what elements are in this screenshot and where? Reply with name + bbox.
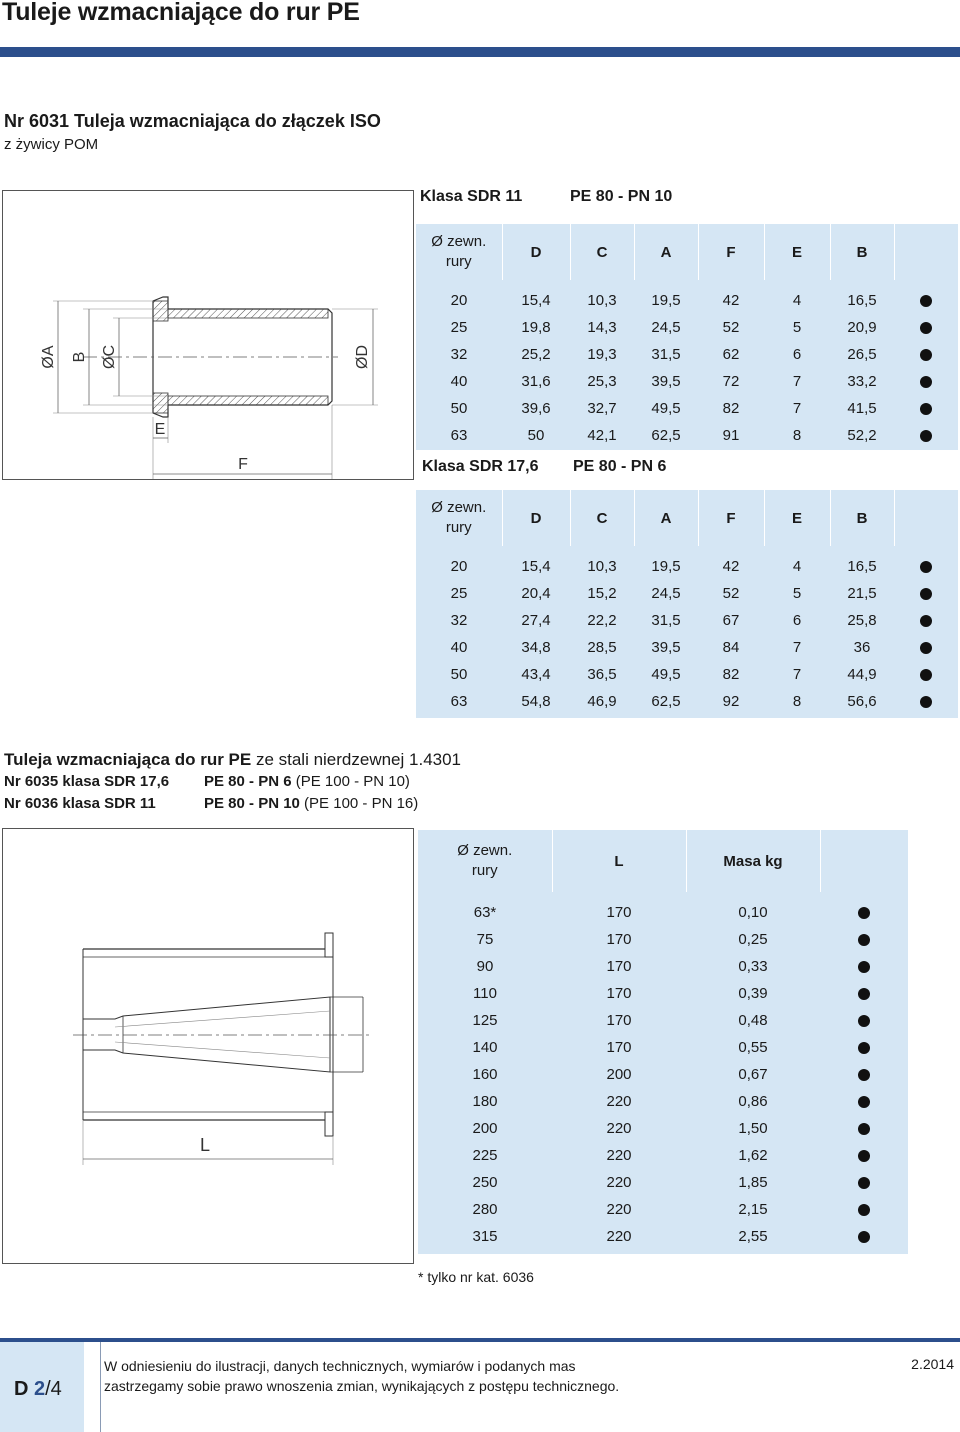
page-title: Tuleje wzmacniające do rur PE (2, 0, 360, 26)
dim-label-a: ØA (40, 345, 57, 369)
sdr176-cell: 15,4 (521, 558, 551, 575)
steel-cell: 0,55 (738, 1039, 768, 1056)
sdr11-cell: 39,6 (521, 400, 551, 417)
sdr176-cell: 7 (792, 666, 802, 683)
page-number-box (0, 1342, 84, 1432)
steel-header-l: L (552, 830, 686, 892)
sdr176-class-label: Klasa SDR 17,6 (422, 458, 539, 475)
steel-row (418, 926, 908, 953)
sdr176-cell: 25 (450, 585, 468, 602)
sdr11-availability-cell (894, 341, 958, 368)
sdr176-header-c: C (570, 490, 634, 546)
sdr176-cell: 20,4 (521, 585, 551, 602)
steel-availability-cell (820, 1034, 908, 1061)
sdr11-cell: 42 (722, 292, 740, 309)
sdr176-cell: 34,8 (521, 639, 551, 656)
sdr11-cell: 32,7 (587, 400, 617, 417)
availability-dot-icon (858, 1177, 870, 1189)
steel-cell: 170 (606, 958, 632, 975)
sdr11-row (416, 395, 958, 422)
footer-disclaimer (104, 1356, 619, 1396)
availability-dot-icon (858, 1069, 870, 1081)
sdr11-cell: 33,2 (847, 373, 877, 390)
sdr11-body (416, 287, 958, 449)
sdr176-row (416, 688, 958, 715)
section2-line1-pn: PE 80 - PN 6 (PE 100 - PN 10) (204, 773, 410, 790)
sdr11-cell: 41,5 (847, 400, 877, 417)
section1-title: Nr 6031 Tuleja wzmacniająca do złączek ISO (4, 111, 381, 131)
sdr11-cell: 50 (450, 400, 468, 417)
title-rule (0, 47, 960, 57)
steel-cell: 220 (606, 1093, 632, 1110)
sdr11-row (416, 368, 958, 395)
sdr176-availability-cell (894, 580, 958, 607)
footer-separator (100, 1342, 101, 1432)
sdr11-header-od: Ø zewn. rury (431, 233, 487, 270)
sdr176-header-e: E (764, 490, 830, 546)
steel-cell: 200 (606, 1066, 632, 1083)
sdr11-cell: 8 (792, 427, 802, 444)
sdr176-cell: 32 (450, 612, 468, 629)
sdr11-row (416, 422, 958, 449)
footnote: * tylko nr kat. 6036 (418, 1269, 534, 1285)
availability-dot-icon (858, 961, 870, 973)
sdr176-header-f: F (698, 490, 764, 546)
sdr176-header-a: A (634, 490, 698, 546)
sdr11-cell: 16,5 (847, 292, 877, 309)
sdr11-cell: 39,5 (651, 373, 681, 390)
sdr176-cell: 8 (792, 693, 802, 710)
availability-dot-icon (920, 376, 932, 388)
footer-line-1: W odniesieniu do ilustracji, danych technicznych, wymiarów i podanych mas (104, 1358, 576, 1374)
steel-header-availability (820, 830, 908, 892)
sleeve-pom-svg (3, 191, 413, 479)
steel-cell: 0,33 (738, 958, 768, 975)
sdr176-cell: 36 (853, 639, 871, 656)
sdr11-cell: 24,5 (651, 319, 681, 336)
steel-cell: 315 (472, 1228, 498, 1245)
sdr11-header-f: F (698, 224, 764, 280)
sdr11-cell: 6 (792, 346, 802, 363)
sdr11-cell: 72 (722, 373, 740, 390)
sdr11-cell: 31,6 (521, 373, 551, 390)
steel-cell: 160 (472, 1066, 498, 1083)
sdr11-cell: 32 (450, 346, 468, 363)
sdr176-availability-cell (894, 688, 958, 715)
sdr11-cell: 15,4 (521, 292, 551, 309)
availability-dot-icon (920, 561, 932, 573)
steel-cell: 170 (606, 1039, 632, 1056)
steel-row (418, 1142, 908, 1169)
steel-availability-cell (820, 1169, 908, 1196)
section1-subtitle: z żywicy POM (4, 136, 99, 153)
sdr176-cell: 20 (450, 558, 468, 575)
sdr176-cell: 19,5 (651, 558, 681, 575)
steel-cell: 1,50 (738, 1120, 768, 1137)
sdr176-cell: 44,9 (847, 666, 877, 683)
availability-dot-icon (858, 1096, 870, 1108)
steel-header-row (418, 830, 908, 892)
sdr11-cell: 7 (792, 400, 802, 417)
sdr11-cell: 62,5 (651, 427, 681, 444)
sdr176-cell: 25,8 (847, 612, 877, 629)
steel-cell: 1,85 (738, 1174, 768, 1191)
steel-cell: 220 (606, 1174, 632, 1191)
sdr176-body (416, 553, 958, 715)
sdr176-cell: 49,5 (651, 666, 681, 683)
steel-cell: 220 (606, 1120, 632, 1137)
availability-dot-icon (858, 988, 870, 1000)
steel-header-mass: Masa kg (686, 830, 820, 892)
availability-dot-icon (920, 322, 932, 334)
sdr11-cell: 20 (450, 292, 468, 309)
sdr11-cell: 10,3 (587, 292, 617, 309)
availability-dot-icon (858, 907, 870, 919)
steel-cell: 0,86 (738, 1093, 768, 1110)
steel-row (418, 899, 908, 926)
steel-availability-cell (820, 1061, 908, 1088)
sdr11-cell: 5 (792, 319, 802, 336)
availability-dot-icon (920, 588, 932, 600)
availability-dot-icon (858, 1123, 870, 1135)
steel-row (418, 1088, 908, 1115)
sdr11-cell: 19,8 (521, 319, 551, 336)
sdr11-header-e: E (764, 224, 830, 280)
availability-dot-icon (920, 430, 932, 442)
steel-availability-cell (820, 899, 908, 926)
sdr11-header-availability (894, 224, 958, 280)
steel-cell: 0,10 (738, 904, 768, 921)
sdr11-header-row (416, 224, 958, 280)
availability-dot-icon (858, 1015, 870, 1027)
steel-availability-cell (820, 1142, 908, 1169)
dim-label-e: E (154, 421, 166, 438)
sdr176-row (416, 661, 958, 688)
dim-label-b: B (71, 351, 88, 363)
sdr176-header-availability (894, 490, 958, 546)
steel-row (418, 1007, 908, 1034)
sdr176-row (416, 607, 958, 634)
sdr176-cell: 50 (450, 666, 468, 683)
sdr176-header-row (416, 490, 958, 546)
sdr176-availability-cell (894, 607, 958, 634)
steel-row (418, 1034, 908, 1061)
sdr11-table (416, 224, 958, 449)
availability-dot-icon (858, 934, 870, 946)
sdr11-cell: 52,2 (847, 427, 877, 444)
footer-rule (0, 1338, 960, 1342)
steel-cell: 250 (472, 1174, 498, 1191)
section2-title-bold: Tuleja wzmacniająca do rur PE (4, 750, 252, 769)
availability-dot-icon (858, 1204, 870, 1216)
steel-header-od: Ø zewn. rury (457, 842, 513, 879)
steel-cell: 1,62 (738, 1147, 768, 1164)
steel-cell: 140 (472, 1039, 498, 1056)
sdr176-cell: 62,5 (651, 693, 681, 710)
steel-availability-cell (820, 926, 908, 953)
steel-row (418, 1223, 908, 1250)
steel-cell: 90 (476, 958, 494, 975)
availability-dot-icon (920, 403, 932, 415)
page-number: D 2/4 (14, 1378, 62, 1400)
sdr176-cell: 15,2 (587, 585, 617, 602)
sdr11-row (416, 341, 958, 368)
sdr11-cell: 25 (450, 319, 468, 336)
sdr176-cell: 42 (722, 558, 740, 575)
sdr176-cell: 63 (450, 693, 468, 710)
steel-row (418, 1115, 908, 1142)
sdr11-availability-cell (894, 314, 958, 341)
sdr176-cell: 5 (792, 585, 802, 602)
steel-row (418, 953, 908, 980)
sdr11-header-b: B (830, 224, 894, 280)
sdr176-header-od: Ø zewn. rury (431, 499, 487, 536)
steel-cell: 220 (606, 1228, 632, 1245)
sdr11-cell: 25,3 (587, 373, 617, 390)
dim-label-c: ØC (101, 345, 118, 369)
steel-cell: 200 (472, 1120, 498, 1137)
steel-availability-cell (820, 980, 908, 1007)
drawing-sleeve-pom (2, 190, 414, 480)
sdr176-row (416, 553, 958, 580)
sdr11-cell: 50 (527, 427, 545, 444)
sdr176-cell: 6 (792, 612, 802, 629)
footer-line-2: zastrzegamy sobie prawo wnoszenia zmian, wynikających z postępu technicznego. (104, 1378, 620, 1394)
sdr11-cell: 26,5 (847, 346, 877, 363)
sdr176-cell: 84 (722, 639, 740, 656)
steel-cell: 0,25 (738, 931, 768, 948)
sdr176-availability-cell (894, 634, 958, 661)
steel-cell: 2,15 (738, 1201, 768, 1218)
steel-cell: 110 (473, 985, 497, 1002)
section2-title-rest: ze stali nierdzewnej 1.4301 (251, 750, 462, 769)
sdr11-availability-cell (894, 287, 958, 314)
steel-cell: 225 (472, 1147, 498, 1164)
sdr176-pressure-label: PE 80 - PN 6 (573, 458, 667, 475)
steel-row (418, 1169, 908, 1196)
steel-table (418, 830, 908, 1250)
sdr176-cell: 67 (722, 612, 740, 629)
sdr11-cell: 4 (792, 292, 802, 309)
sdr11-cell: 40 (450, 373, 468, 390)
sdr11-row (416, 287, 958, 314)
sdr11-cell: 14,3 (587, 319, 617, 336)
steel-cell: 280 (472, 1201, 498, 1218)
sdr176-availability-cell (894, 661, 958, 688)
sdr11-header-d: D (502, 224, 570, 280)
steel-cell: 0,48 (738, 1012, 768, 1029)
sdr176-cell: 31,5 (651, 612, 681, 629)
sdr176-cell: 39,5 (651, 639, 681, 656)
sdr11-cell: 20,9 (847, 319, 877, 336)
availability-dot-icon (858, 1231, 870, 1243)
sdr176-cell: 46,9 (587, 693, 617, 710)
footer-date: 2.2014 (911, 1356, 954, 1372)
dim-label-d: ØD (354, 345, 371, 369)
steel-cell: 170 (606, 1012, 632, 1029)
steel-cell: 170 (606, 904, 632, 921)
sdr11-cell: 19,3 (587, 346, 617, 363)
sdr11-cell: 52 (722, 319, 740, 336)
dim-label-l: L (199, 1135, 211, 1155)
sdr11-cell: 63 (450, 427, 468, 444)
sdr176-availability-cell (894, 553, 958, 580)
availability-dot-icon (920, 295, 932, 307)
dim-label-f: F (238, 456, 248, 473)
sdr11-row (416, 314, 958, 341)
sdr176-cell: 82 (722, 666, 740, 683)
sdr176-cell: 36,5 (587, 666, 617, 683)
sdr176-row (416, 580, 958, 607)
steel-cell: 220 (606, 1201, 632, 1218)
sdr176-cell: 22,2 (587, 612, 617, 629)
availability-dot-icon (920, 349, 932, 361)
availability-dot-icon (920, 642, 932, 654)
steel-cell: 170 (606, 931, 632, 948)
sdr176-cell: 7 (792, 639, 802, 656)
section2-line2-nr: Nr 6036 klasa SDR 11 (4, 795, 156, 812)
section2-line1-nr: Nr 6035 klasa SDR 17,6 (4, 773, 170, 790)
steel-cell: 0,67 (738, 1066, 768, 1083)
availability-dot-icon (920, 615, 932, 627)
sdr11-cell: 7 (792, 373, 802, 390)
steel-cell: 75 (476, 931, 494, 948)
sdr176-header-d: D (502, 490, 570, 546)
availability-dot-icon (858, 1042, 870, 1054)
steel-row (418, 1061, 908, 1088)
sdr11-header-c: C (570, 224, 634, 280)
sdr176-cell: 43,4 (521, 666, 551, 683)
sdr176-cell: 56,6 (847, 693, 877, 710)
sdr176-cell: 10,3 (587, 558, 617, 575)
sdr176-cell: 92 (722, 693, 740, 710)
steel-cell: 2,55 (738, 1228, 768, 1245)
steel-cell: 180 (472, 1093, 498, 1110)
sdr11-availability-cell (894, 395, 958, 422)
sdr176-cell: 54,8 (521, 693, 551, 710)
steel-cell: 220 (606, 1147, 632, 1164)
sdr176-cell: 40 (450, 639, 468, 656)
sdr176-cell: 28,5 (587, 639, 617, 656)
drawing-sleeve-steel (2, 828, 414, 1264)
sleeve-steel-svg (3, 829, 413, 1263)
steel-availability-cell (820, 1196, 908, 1223)
sdr176-cell: 52 (722, 585, 740, 602)
sdr176-cell: 27,4 (521, 612, 551, 629)
section2-title (4, 750, 461, 770)
sdr11-header-a: A (634, 224, 698, 280)
sdr176-row (416, 634, 958, 661)
steel-row (418, 980, 908, 1007)
sdr11-cell: 42,1 (587, 427, 617, 444)
sdr11-cell: 25,2 (521, 346, 551, 363)
steel-row (418, 1196, 908, 1223)
sdr11-pressure-label: PE 80 - PN 10 (570, 188, 673, 205)
steel-cell: 170 (606, 985, 632, 1002)
sdr176-cell: 21,5 (847, 585, 877, 602)
sdr176-cell: 4 (792, 558, 802, 575)
steel-availability-cell (820, 1007, 908, 1034)
steel-availability-cell (820, 1223, 908, 1250)
steel-body (418, 899, 908, 1250)
sdr11-cell: 91 (722, 427, 740, 444)
sdr176-header-b: B (830, 490, 894, 546)
sdr11-class-label: Klasa SDR 11 (420, 188, 523, 205)
availability-dot-icon (920, 696, 932, 708)
steel-availability-cell (820, 1115, 908, 1142)
steel-cell: 125 (472, 1012, 498, 1029)
availability-dot-icon (920, 669, 932, 681)
availability-dot-icon (858, 1150, 870, 1162)
steel-availability-cell (820, 1088, 908, 1115)
section2-line2-pn: PE 80 - PN 10 (PE 100 - PN 16) (204, 795, 419, 812)
sdr176-cell: 16,5 (847, 558, 877, 575)
sdr176-table (416, 490, 958, 715)
sdr11-cell: 82 (722, 400, 740, 417)
steel-cell: 63* (473, 904, 497, 921)
sdr11-availability-cell (894, 368, 958, 395)
sdr11-availability-cell (894, 422, 958, 449)
steel-availability-cell (820, 953, 908, 980)
sdr11-cell: 49,5 (651, 400, 681, 417)
sdr11-cell: 62 (722, 346, 740, 363)
sdr11-cell: 19,5 (651, 292, 681, 309)
steel-cell: 0,39 (738, 985, 768, 1002)
sdr11-cell: 31,5 (651, 346, 681, 363)
sdr176-cell: 24,5 (651, 585, 681, 602)
